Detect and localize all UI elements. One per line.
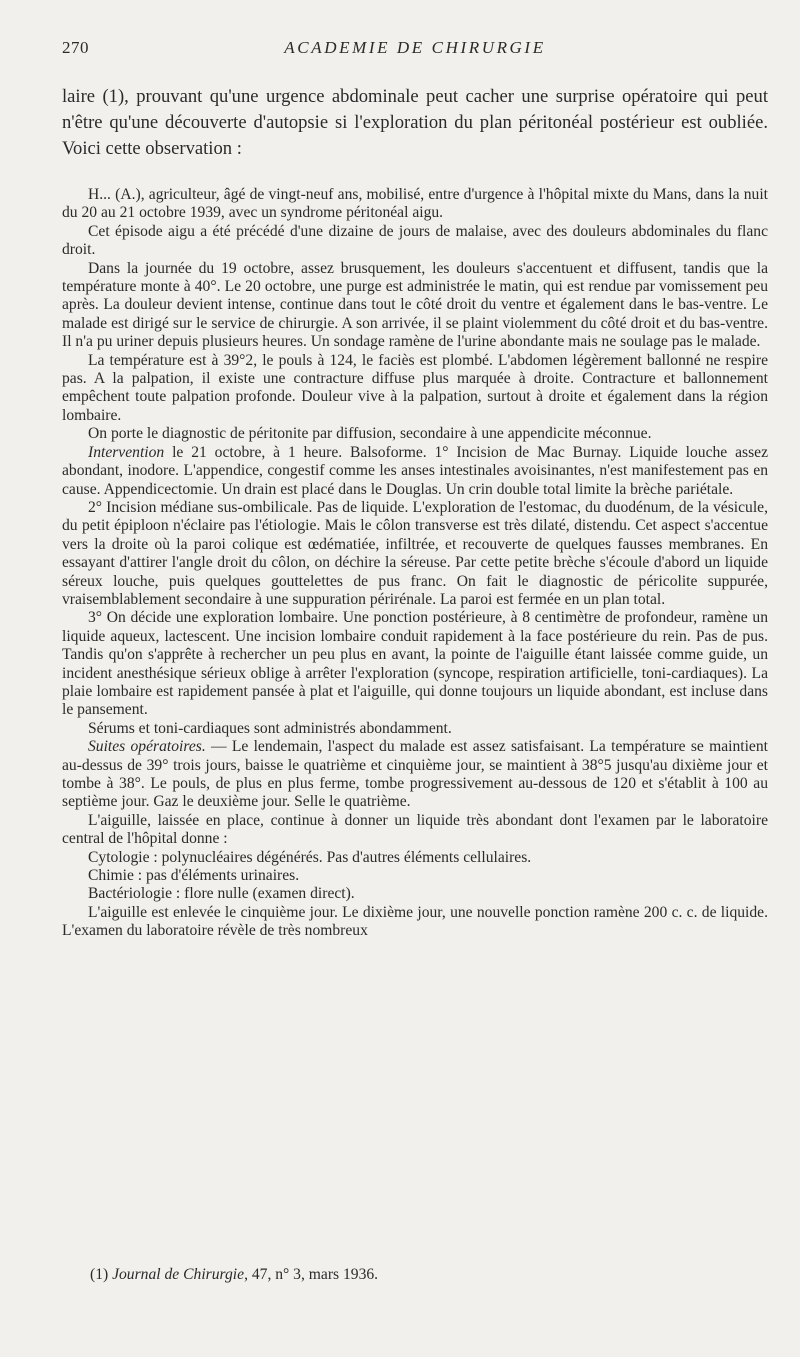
lead-text: laire (1), prouvant qu'une urgence abdominale peut cacher une surprise opératoire qui peut n'être qu'une découverte d'autopsie si l'exploration du plan péritonéal postérieur est oubliée. Voici cette observation : — [62, 86, 768, 159]
observation-paragraph: 2° Incision médiane sus-ombilicale. Pas de liquide. L'exploration de l'estomac, du duodénum, de la vésicule, du petit épiploon n'éclaire pas l'étiologie. Mais le côlon transverse est très dilaté, distendu. Cet aspect s'accentue vers la droite où la paroi colique est œdématiée, infiltrée, et recouverte de quelques fausses membranes. En essayant d'attirer l'angle droit du côlon, on déchire la séreuse. Par cette petite brèche s'écoule d'abord un liquide séreux louche, puis quelques gouttelettes de pus franc. On fait le diagnostic de péricolite suppurée, vraisemblablement secondaire à une suppuration périrénale. La paroi est fermée en un plan total. — [62, 498, 768, 608]
page — [62, 38, 768, 941]
intervention-label: Intervention — [88, 443, 165, 461]
observation-paragraph: Cytologie : polynucléaires dégénérés. Pas d'autres éléments cellulaires. — [88, 848, 532, 866]
lead-paragraph — [62, 84, 768, 162]
observation-paragraph: Dans la journée du 19 octobre, assez brusquement, les douleurs s'accentuent et diffusent, tandis que la température monte à 40°. Le 20 octobre, une purge est administrée le matin, qui est rendue par vomissement peu après. La douleur devient intense, continue dans tout le côté droit du ventre et également dans le bas-ventre. Le malade est dirigé sur le service de chirurgie. A son arrivée, il se plaint violemment du côté droit et du bas-ventre. Il n'a pu uriner depuis plusieurs heures. Un sondage ramène de l'urine abondante mais ne soulage pas le malade. — [62, 259, 768, 351]
intervention-text: le 21 octobre, à 1 heure. Balsoforme. 1° Incision de Mac Burnay. Liquide louche assez abondant, inodore. L'appendice, congestif comme les anses intestinales avoisinantes, n'est manifestement pas en cause. Appendicectomie. Un drain est placé dans le Douglas. Un crin double total limite la brèche pariétale. — [62, 443, 768, 498]
observation-paragraph — [62, 738, 768, 812]
footnote — [90, 1266, 378, 1284]
observation-paragraph: H... (A.), agriculteur, âgé de vingt-neuf ans, mobilisé, entre d'urgence à l'hôpital mixte du Mans, dans la nuit du 20 au 21 octobre 1939, avec un syndrome péritonéal aigu. — [62, 186, 768, 222]
observation-paragraph: Sérums et toni-cardiaques sont administrés abondamment. — [88, 719, 452, 737]
page-header — [62, 38, 768, 68]
observation-paragraph: Bactériologie : flore nulle (examen direct). — [88, 885, 355, 903]
observation-paragraph: Chimie : pas d'éléments urinaires. — [88, 867, 300, 885]
footnote-reference: , 47, n° 3, mars 1936. — [244, 1266, 379, 1283]
observation-body — [62, 186, 768, 941]
suites-label: Suites opératoires. — [88, 738, 206, 756]
footnote-marker: (1) — [90, 1266, 113, 1283]
suites-text: — Le lendemain, l'aspect du malade est assez satisfaisant. La température se maintient au-dessus de 39° trois jours, baisse le quatrième et cinquième jour, se maintient à 38°5 jusqu'au dixième jour et tombe à 38°. Le pouls, de plus en plus ferme, tombe progressivement au-dessous de 120 et s'établit à 100 au septième jour. Gaz le deuxième jour. Selle le quatrième. — [62, 738, 768, 811]
observation-paragraph: L'aiguille, laissée en place, continue à donner un liquide très abondant dont l'examen par le laboratoire central de l'hôpital donne : — [62, 811, 768, 848]
running-title: ACADEMIE DE CHIRURGIE — [284, 38, 546, 57]
observation-paragraph — [62, 444, 768, 499]
observation-paragraph: 3° On décide une exploration lombaire. Une ponction postérieure, à 8 centimètre de profondeur, ramène un liquide aqueux, lactescent. Une incision lombaire conduit rapidement à la face postérieure du rein. Pas de pus. Tandis qu'on s'apprête à rechercher un peu plus en avant, la pointe de l'aiguille étant laissée comme guide, un incident anesthésique sérieux oblige à arrêter l'exploration (syncope, respiration artificielle, toni-cardiaques). La plaie lombaire est rapidement pansée à plat et l'aiguille, qui donne toujours un liquide abondant, est incluse dans le pansement. — [62, 609, 768, 719]
observation-paragraph: La température est à 39°2, le pouls à 124, le faciès est plombé. L'abdomen légèrement ballonné ne respire pas. A la palpation, il existe une contracture diffuse plus marquée à droite. Contracture et ballonnement empêchent toute palpation profonde. Douleur vive à la palpation, surtout à droite et également dans la région lombaire. — [62, 351, 768, 424]
observation-paragraph: L'aiguille est enlevée le cinquième jour. Le dixième jour, une nouvelle ponction ramène 200 c. c. de liquide. L'examen du laboratoire révèle de très nombreux — [62, 903, 768, 940]
page-number: 270 — [62, 38, 89, 57]
observation-paragraph: Cet épisode aigu a été précédé d'une dizaine de jours de malaise, avec des douleurs abdominales du flanc droit. — [62, 222, 768, 259]
footnote-journal: Journal de Chirurgie — [112, 1266, 245, 1283]
observation-paragraph: On porte le diagnostic de péritonite par diffusion, secondaire à une appendicite méconnue. — [88, 425, 652, 443]
